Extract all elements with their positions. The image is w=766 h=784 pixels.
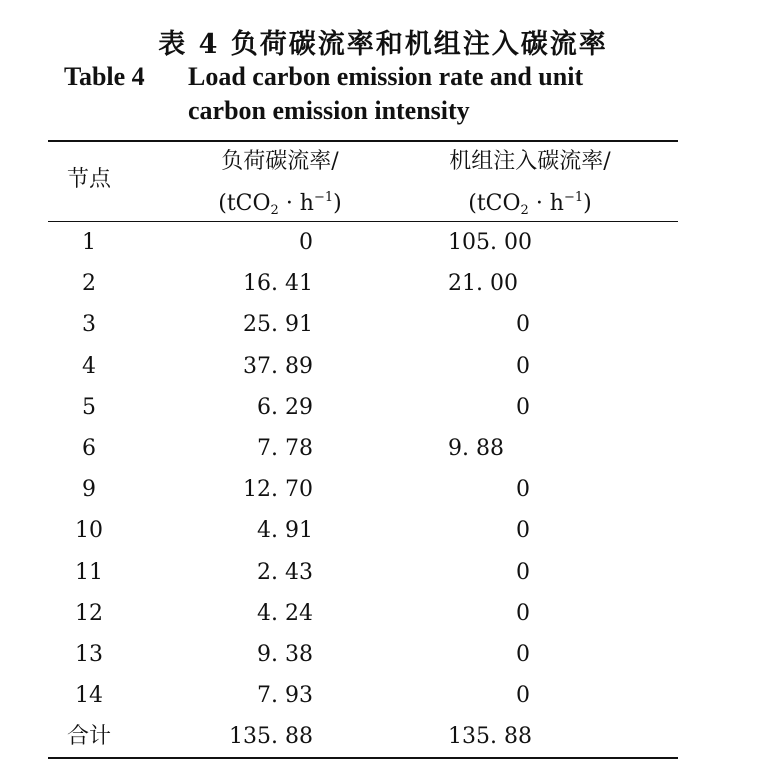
table-row [48, 593, 678, 634]
unit-unit-sub: 2 [520, 203, 529, 218]
table-row [48, 304, 678, 345]
column-header-unit-injection [420, 144, 640, 229]
load-unit-open: (tCO [218, 191, 271, 216]
table-row [48, 634, 678, 675]
unit-unit-mid: · h [528, 191, 564, 216]
unit-injection-cell: 0 [516, 683, 530, 709]
table-row [48, 387, 678, 428]
table-row [48, 675, 678, 716]
unit-injection-cell: 0 [516, 312, 530, 338]
node-cell: 9 [82, 477, 96, 503]
table-row [48, 552, 678, 593]
table-title-english [64, 60, 704, 128]
unit-injection-cell: 0 [516, 394, 530, 420]
table-row [48, 469, 678, 510]
column-header-load [180, 144, 380, 229]
unit-unit-open: (tCO [468, 191, 521, 216]
unit-unit-close: ) [583, 191, 592, 216]
table-row [48, 263, 678, 304]
table-row [48, 222, 678, 263]
unit-injection-cell: 21. 00 [448, 271, 518, 297]
unit-injection-cell: 0 [516, 559, 530, 585]
node-cell: 14 [75, 683, 103, 709]
top-rule [48, 140, 678, 142]
node-cell: 10 [75, 518, 103, 544]
node-cell: 合计 [66, 724, 111, 750]
node-cell: 4 [82, 353, 96, 379]
node-cell: 6 [82, 436, 96, 461]
node-cell: 12 [75, 600, 103, 626]
table-row [48, 510, 678, 551]
load-rate-cell: 4. 24 [257, 600, 313, 626]
unit-injection-cell: 0 [516, 600, 530, 626]
table-title-line1: Load carbon emission rate and unit [188, 62, 584, 91]
load-unit-sub: 2 [270, 203, 279, 218]
load-unit-sup: −1 [313, 190, 334, 205]
table-label: Table 4 [64, 62, 145, 91]
table-title-line2: carbon emission intensity [188, 96, 470, 125]
node-cell: 3 [82, 312, 96, 338]
table-row [48, 428, 678, 469]
load-rate-cell: 135. 88 [229, 724, 313, 750]
unit-unit-sup: −1 [563, 190, 584, 205]
load-rate-cell: 12. 70 [243, 477, 313, 503]
unit-injection-cell: 9. 88 [448, 436, 504, 461]
load-rate-cell: 2. 43 [257, 559, 313, 585]
load-header-label: 负荷碳流率/ [221, 149, 339, 174]
load-rate-cell: 9. 38 [257, 642, 313, 667]
node-cell: 2 [82, 271, 96, 297]
load-unit-mid: · h [278, 191, 314, 216]
load-rate-cell: 37. 89 [243, 353, 313, 379]
node-cell: 1 [82, 230, 96, 255]
unit-injection-cell: 0 [516, 642, 530, 667]
load-rate-cell: 4. 91 [257, 518, 313, 544]
node-cell: 5 [82, 394, 96, 420]
load-rate-cell: 0 [299, 230, 313, 255]
unit-injection-cell: 0 [516, 353, 530, 379]
load-rate-cell: 7. 93 [257, 683, 313, 709]
load-rate-cell: 7. 78 [257, 436, 313, 461]
table-row [48, 346, 678, 387]
unit-injection-cell: 0 [516, 477, 530, 503]
load-rate-cell: 25. 91 [243, 312, 313, 338]
unit-injection-cell: 105. 00 [448, 230, 532, 255]
unit-injection-cell: 0 [516, 518, 530, 544]
node-cell: 13 [75, 642, 103, 667]
node-cell: 11 [75, 559, 103, 585]
table-row [48, 716, 678, 757]
load-rate-cell: 16. 41 [243, 271, 313, 297]
load-rate-cell: 6. 29 [257, 394, 313, 420]
column-header-node: 节点 [66, 167, 111, 192]
table-title-chinese: 表 4 负荷碳流率和机组注入碳流率 [158, 29, 608, 60]
unit-header-label: 机组注入碳流率/ [449, 149, 611, 174]
unit-injection-cell: 135. 88 [448, 724, 532, 750]
load-unit-close: ) [333, 191, 342, 216]
